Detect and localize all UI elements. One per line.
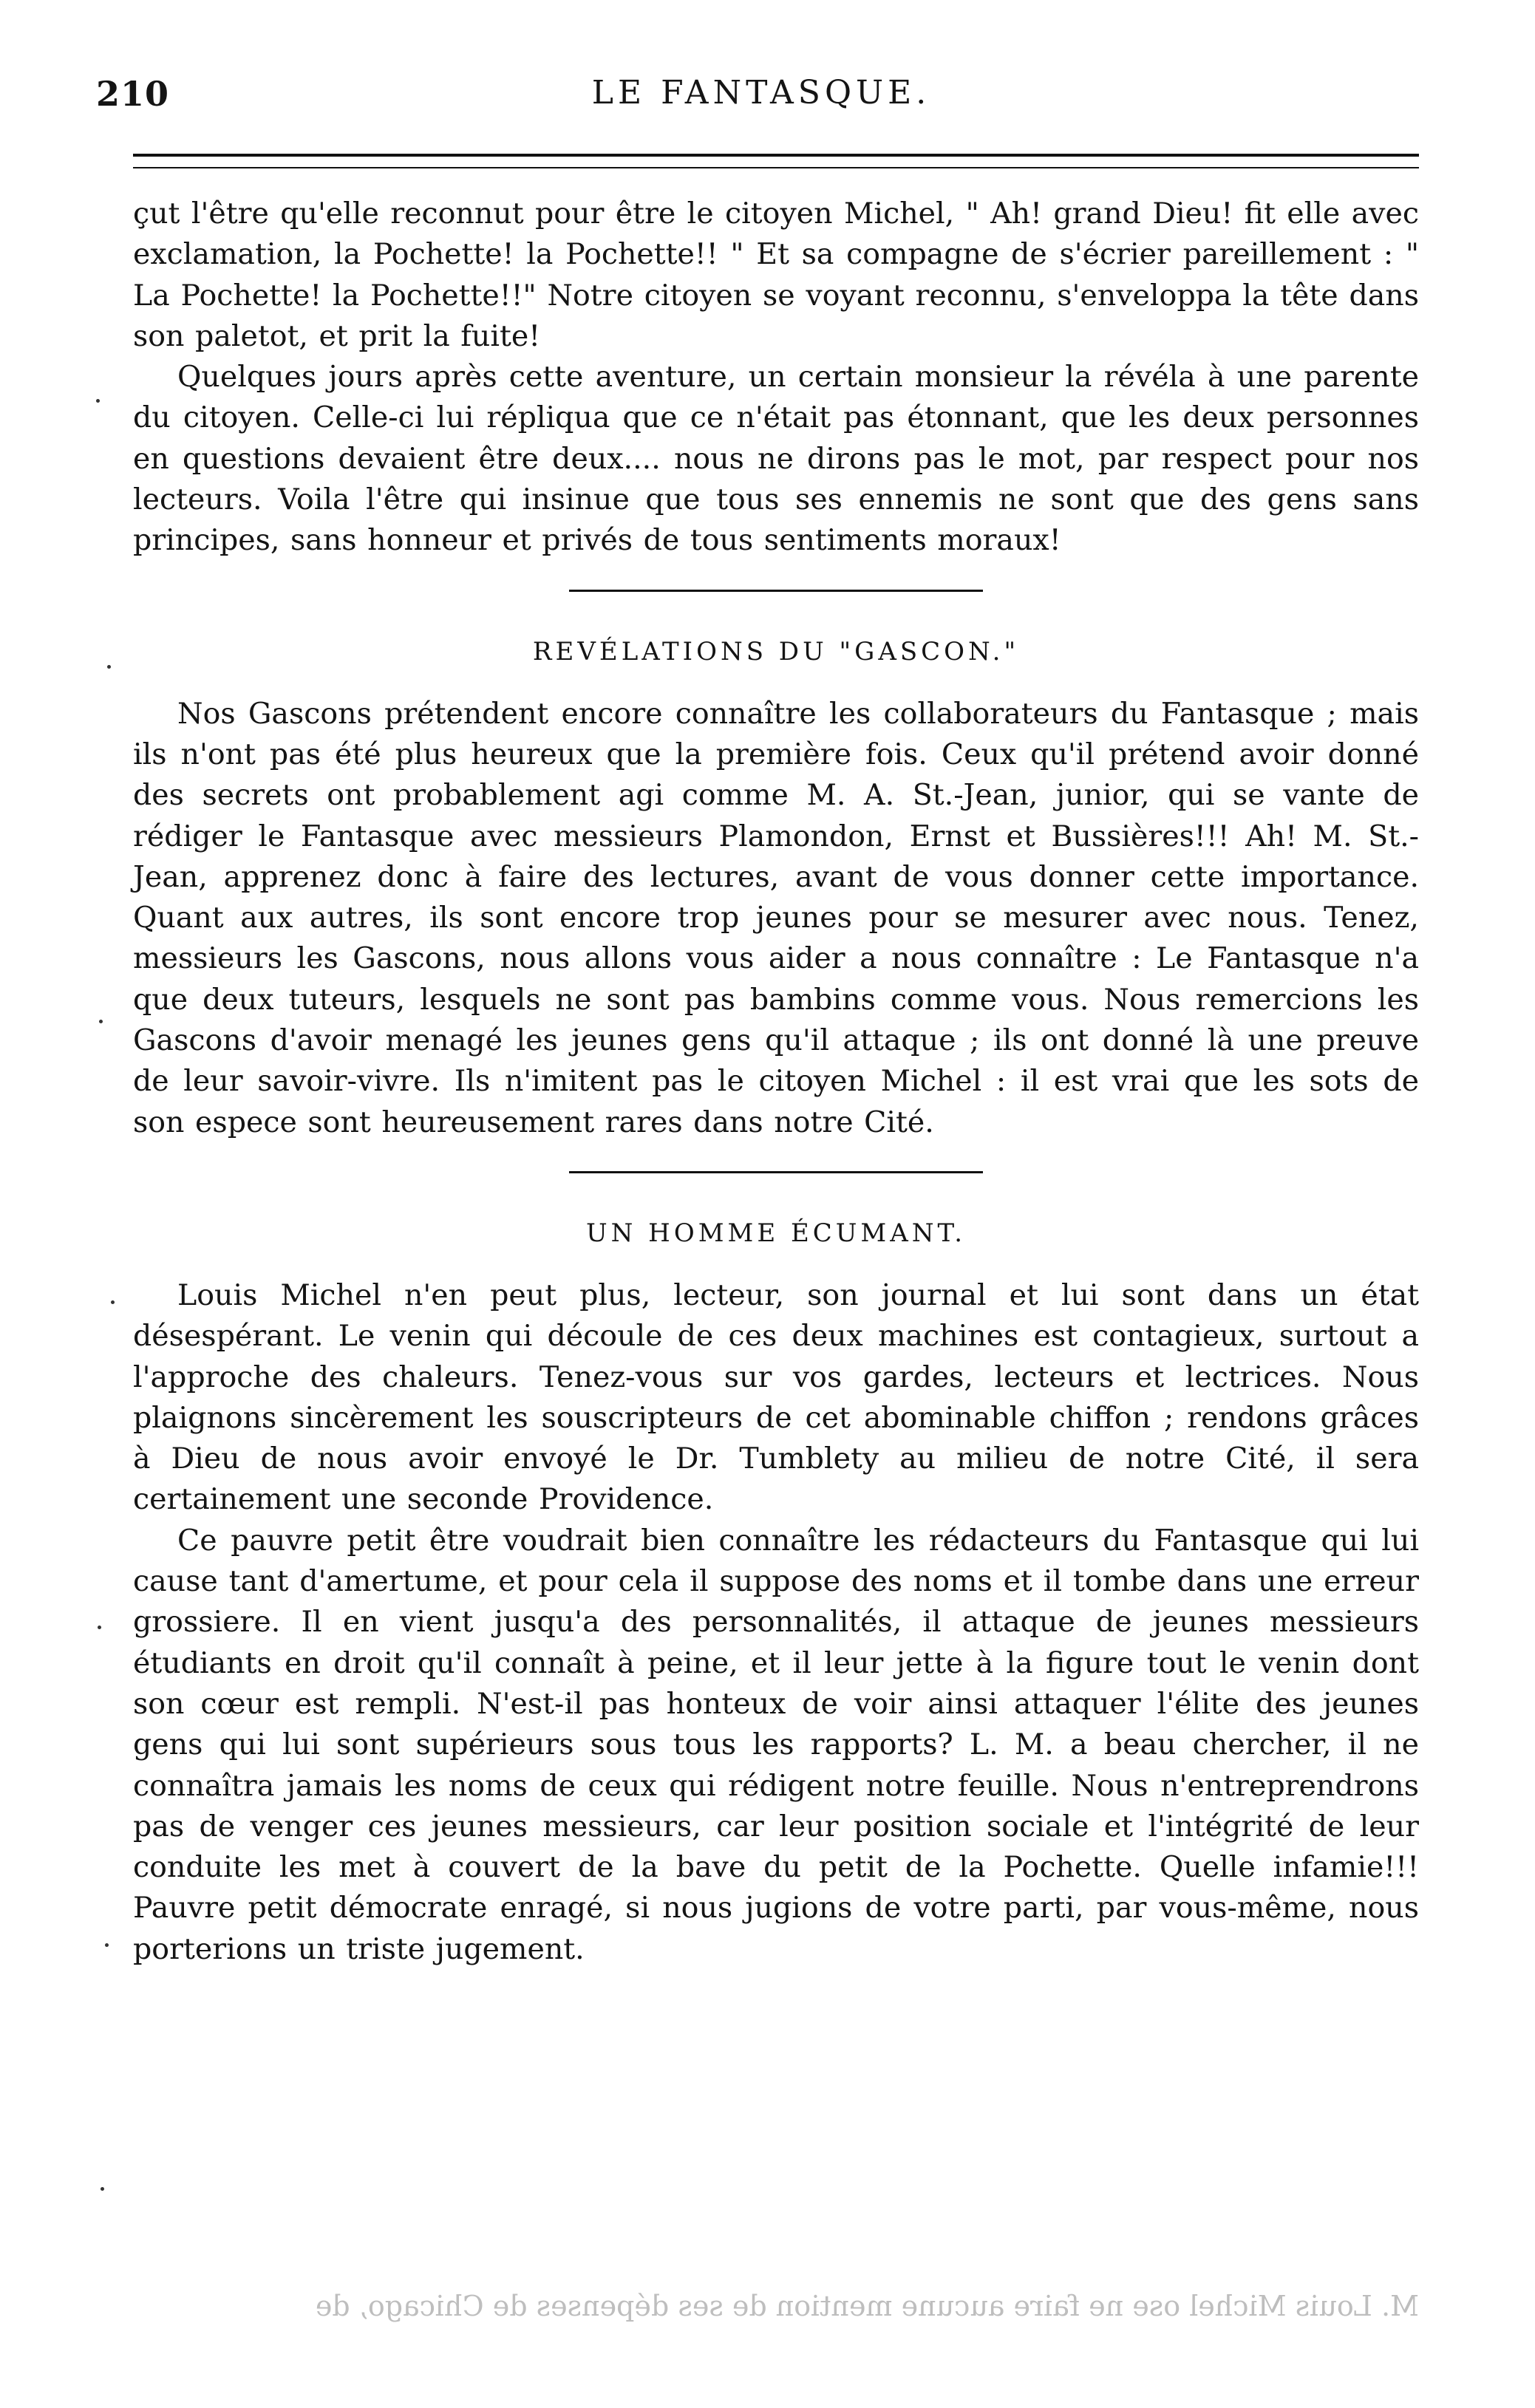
section-separator [569,1171,983,1173]
page-body [133,194,1419,1970]
page-header [96,74,1426,126]
page-number: 210 [96,74,170,114]
section-separator [569,590,983,592]
paragraph-gascon-1: Nos Gascons prétendent encore connaître les collaborateurs du Fantasque ; mais ils n'ont pas été plus heureux que la première fois. Ceux qu'il prétend avoir donné des secrets ont probablement agi comme M. A. St.-Jean, junior, qui se vante de rédiger le Fantasque avec messieurs Plamondon, Ernst et Bussières!!! Ah! M. St.-Jean, apprenez donc à faire des lectures, avant de vous donner cette importance. Quant aux autres, ils sont encore trop jeunes pour se mesurer avec nous. Tenez, messieurs les Gascons, nous allons vous aider a nous connaître : Le Fantasque n'a que deux tuteurs, lesquels ne sont pas bambins comme vous. Nous remercions les Gascons d'avoir menagé les jeunes gens qu'il attaque ; ils ont donné là une preuve de leur savoir-vivre. Ils n'imitent pas le citoyen Michel : il est vrai que les sots de son espece sont heureusement rares dans notre Cité. [133,696,1419,1139]
paragraph-homme-2: Ce pauvre petit être voudrait bien connaître les rédacteurs du Fantasque qui lui cause tant d'amertume, et pour cela il suppose des noms et il tombe dans une erreur grossiere. Il en vient jusqu'a des personnalités, il attaque de jeunes messieurs étudiants en droit qu'il connaît à peine, et il leur jette à la figure tout le venin dont son cœur est rempli. N'est-il pas honteux de voir ainsi attaquer l'élite des jeunes gens qui lui sont supérieurs sous tous les rapports? L. M. a beau chercher, il ne connaîtra jamais les noms de ceux qui rédigent notre feuille. Nous n'entreprendrons pas de venger ces jeunes messieurs, car leur position sociale et l'intégrité de leur conduite les met à couvert de la bave du petit de la Pochette. Quelle infamie!!! Pauvre petit démocrate enragé, si nous jugions de votre parti, par vous-même, nous porterions un triste jugement. [133,1523,1419,1966]
margin-speck [96,399,100,403]
section-heading-gascon: REVÉLATIONS DU "GASCON." [532,636,1020,666]
paragraph-homme-1: Louis Michel n'en peut plus, lecteur, son journal et lui sont dans un état désespérant. Le venin qui découle de ces deux machines est contagieux, surtout a l'approche des chaleurs. Tenez-vous sur vos gardes, lecteurs et lectrices. Nous plaignons sincèrement les souscripteurs de cet abominable chiffon ; rendons grâces à Dieu de nous avoir envoyé le Dr. Tumblety au milieu de notre Cité, il sera certainement une seconde Providence. [133,1278,1419,1517]
margin-specks [89,355,133,2276]
margin-speck [111,1300,115,1304]
margin-speck [101,2187,104,2191]
margin-speck [98,1626,101,1629]
header-double-rule [133,154,1419,168]
paragraph-intro-2: Quelques jours après cette aventure, un certain monsieur la révéla à une parente du citoyen. Celle-ci lui répliqua que ce n'était pas étonnant, que les deux personnes en questions devaient être deux.... nous ne dirons pas le mot, par respect pour nos lecteurs. Voila l'être qui insinue que tous ses ennemis ne sont que des gens sans principes, sans honneur et privés de tous sentiments moraux! [133,360,1419,558]
bleed-through-text: M. Louis Michel ose ne faire aucune mention de ses dépenses de Chicago, de [315,2290,1419,2322]
margin-speck [105,1943,109,1947]
section-heading-homme: UN HOMME ÉCUMANT. [585,1218,967,1248]
margin-speck [99,1020,103,1023]
paragraph-intro-1: çut l'être qu'elle reconnut pour être le citoyen Michel, " Ah! grand Dieu! fit elle avec exclamation, la Pochette! la Pochette!! " Et sa compagne de s'écrier pareillement : " La Pochette! la Pochette!!" Notre citoyen se voyant reconnu, s'enveloppa la tête dans son paletot, et prit la fuite! [133,197,1419,353]
running-title: LE FANTASQUE. [591,74,931,112]
margin-speck [107,665,111,669]
